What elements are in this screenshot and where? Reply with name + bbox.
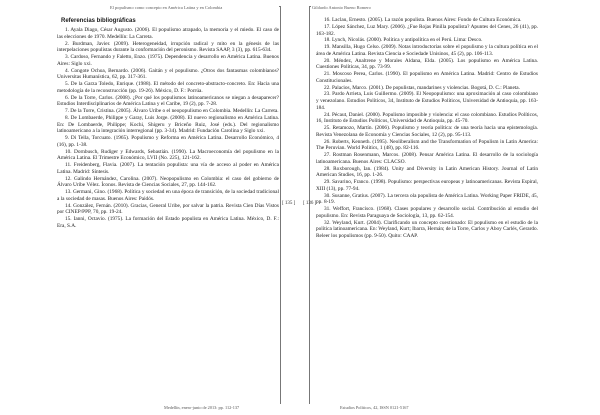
reference-entry: 4. Congote Ochoa, Bernardo. (2006). Gaitán y el populismo. ¿Otros dos fantasmas colombianos? Universitas Humanística, 62, pp. 317-361. <box>57 67 279 81</box>
reference-entry: 18. Lynch, Nicolás. (2000). Política y antipolítica en el Perú. Lima: Desco. <box>324 37 483 44</box>
reference-entry: 7. De la Torre, Cristina. (2005). Álvaro Uribe o el neopopulismo en Colombia. Medellín: La Carreta. <box>65 108 279 114</box>
reference-entry: 1. Ayala Diago, César Augusto. (2006). El populismo atrapado, la memoria y el miedo. El caso de las elecciones de 1970. Medellín: La Carreta. <box>57 27 279 40</box>
reference-entry: 3. Cardoso, Fernando y Faletto, Enzo. (1975). Dependencia y desarrollo en América Latina. Buenos Aires: Siglo xxi. <box>57 54 279 67</box>
reference-entry: 28. Roxborough, Ian. (1984). Unity and Diversity in Latin American History. Journal of Latin American Studies, 16, pp. 1-26. <box>316 165 538 179</box>
page-number-right: [ 136 ] <box>303 201 317 206</box>
top-rule-right <box>309 6 311 7</box>
reference-entry: 11. Freidenberg, Flavia. (2007). La tentación populista: una vía de acceso al poder en América Latina. Madrid: Síntesis. <box>57 162 279 175</box>
reference-entry: 13. Germani, Gino. (1968). Política y sociedad en una época de transición, de la sociedad tradicional a la sociedad de masas. Buenos Aires: Paidós. <box>57 189 279 202</box>
reference-entry: 22. Palacios, Marco. (2001). De populistas, mandarines y violencias. Bogotá, D. C.: Planeta. <box>324 84 520 91</box>
reference-entry: 8. De Lombaerde, Philippe y Garay, Luis Jorge. (2008). El nuevo regionalismo en América Latina. En: De Lombaerde, Philippe; Kochi, Shigeru y Briceño Ruiz, José (eds.). Del regionalismo latinoamericano a la integración interregional (pp. 3-34). Madrid: Fundación Carolina y Siglo xxi. <box>57 114 279 135</box>
reference-entry: 29. Savarino, Franco. (1998). Populismo: perspectivas europeas y latinoamericanas. Revista Espiral, XIII (13), pp. 77-94. <box>316 179 538 192</box>
reference-entry: 2. Burdman, Javier. (2009). Heterogeneidad, irrupción radical y mito en la génesis de las interpelaciones populistas durante la conformación del peronismo. Revista SAAP, 3 (3), pp. 615-634. <box>57 40 279 54</box>
right-page-column <box>316 17 538 240</box>
reference-entry: 26. Roberts, Kenneth. (1995). Neoliberalism and the Transformation of Populism in Latin America: The Peruvian. World Politics, 1 (48), pp. 82-116. <box>316 138 538 152</box>
page-number-left: [ 135 ] <box>282 201 296 206</box>
reference-entry: 12. Galindo Hernández, Carolina. (2007). Neopopulismo en Colombia: el caso del gobierno de Álvaro Uribe Vélez. Íconos. Revista de Ciencias Sociales, 27, pp. 144-162. <box>57 175 279 189</box>
reference-entry: 10. Dornbusch, Rudiger y Edwards, Sebastián. (1990). La Macroeconomía del populismo en la América Latina. El Trimestre Económico, LVII (No. 225), 121-162. <box>57 148 279 162</box>
reference-entry: 16. Laclau, Ernesto. (2005). La razón populista. Buenos Aires: Fondo de Cultura Económica. <box>324 17 522 23</box>
left-reference-list <box>57 27 279 230</box>
reference-entry: 32. Weyland, Kurt. (2004). Clarificando un concepto cuestionado: El populismo en el estudio de la política latinoamericana. En: Weyland, Kurt; Ibarra, Hernán; de la Torre, Carlos y Aboy Carlés, Gerardo. Releer los populismos (pp. 9-50). Quito: CAAP. <box>316 219 538 239</box>
running-head-right: Gildardo Antonio Bueno Romero <box>312 5 371 10</box>
footer-left: Medellín, enero-junio de 2013: pp. 112-137 <box>164 405 240 410</box>
running-head-left: El populismo como concepto en América Latina y en Colombia <box>110 5 223 10</box>
references-heading: Referencias bibliográficas <box>61 18 136 24</box>
reference-entry: 30. Susanne, Gratius. (2007). La tercera ola populista de América Latina. Working Paper FRIDE, 45, pp. 8-19. <box>316 192 538 206</box>
reference-entry: 25. Retamozo, Martín. (2006). Populismo y teoría política: de una teoría hacia una epistemología. Revista Venezolana de Economía y Ciencias Sociales, 12 (2), pp. 95-113. <box>316 125 538 138</box>
reference-entry: 9. Di Tella, Torcuato. (1965). Populismo y Reforma en América Latina. Desarrollo Económico, 4 (16), pp. 1-38. <box>57 135 279 148</box>
reference-entry: 21. Moscoso Perea, Carlos. (1990). El populismo en América Latina. Madrid: Centro de Estudios Constitucionales. <box>316 71 538 84</box>
footer-right: Estudios Políticos, 42, ISSN 0121-5167 <box>340 405 409 410</box>
reference-entry: 19. Mansilla, Hugo Celso. (2009). Notas introductorias sobre el populismo y la cultura política en el área de América Latina. Revista Ciencia e Sociedade Unisinos, 45 (2), pp. 106-113. <box>316 44 538 57</box>
left-page-column <box>57 17 279 230</box>
reference-entry: 14. González, Fernán. (2010). Gracias, General Uribe, por salvar la patria. Revista Cien Días Vistos por CINEP/PPP, 70, pp. 19-24. <box>57 202 279 216</box>
reference-entry: 31. Weffort, Francisco. (1968). Clases populares y desarrollo social. Contribución al estudio del populismo. En: Revista Paraguaya de Sociología, 13, pp. 62-154. <box>316 206 538 219</box>
reference-entry: 17. López Sánchez, Luz Mary. (2006). ¿Fue Rojas Pinilla populista? Apuntes del Cenes, 26 (41), pp. 163-182. <box>316 23 538 37</box>
reference-entry: 15. Ianni, Octavio. (1975). La formación del Estado populista en América Latina. México, D. F.: Era, S.A. <box>57 216 279 229</box>
right-reference-list <box>316 17 538 240</box>
reference-entry: 24. Pécaut, Daniel. (2000). Populismo imposible y violencia: el caso colombiano. Estudios Políticos, 16, Instituto de Estudios Políticos, Universidad de Antioquia, pp. 45-70. <box>316 111 538 125</box>
reference-entry: 23. Pardo Arrieta, Luis Guillermo. (2009). El Neopopulismo: una aproximación al caso colombiano y venezolano. Estudios Políticos, 34, Instituto de Estudios Políticos, Universidad de Antioquia, pp. 163-184. <box>316 91 538 111</box>
reference-entry: 27. Rostman Rosenmann, Marcos. (2008). Pensar América Latina. El desarrollo de la sociología latinoamericana. Buenos Aires: CLACSO. <box>316 152 538 165</box>
reference-entry: 20. Méndez, Analtrene y Morales Aldana, Elda. (2005). Los populismo en América Latina. Cuestiones Políticas, 34, pp. 73-99. <box>316 57 538 71</box>
reference-entry: 6. De la Torre, Carlos. (2008). ¿Por qué los populismos latinoamericanos se niegan a desaparecer? Estudios Interdisciplinarios de América Latina y el Caribe, 19 (2), pp. 7-28. <box>57 94 279 108</box>
left-page-vertical-rule <box>280 6 281 404</box>
reference-entry: 5. De la Garza Toledo, Enrique. (1988). El método del concreto-abstracto-concreto. En: Hacia una metodología de la reconstrucción (pp. 19-26). México, D. F.: Porrúa. <box>57 81 279 94</box>
